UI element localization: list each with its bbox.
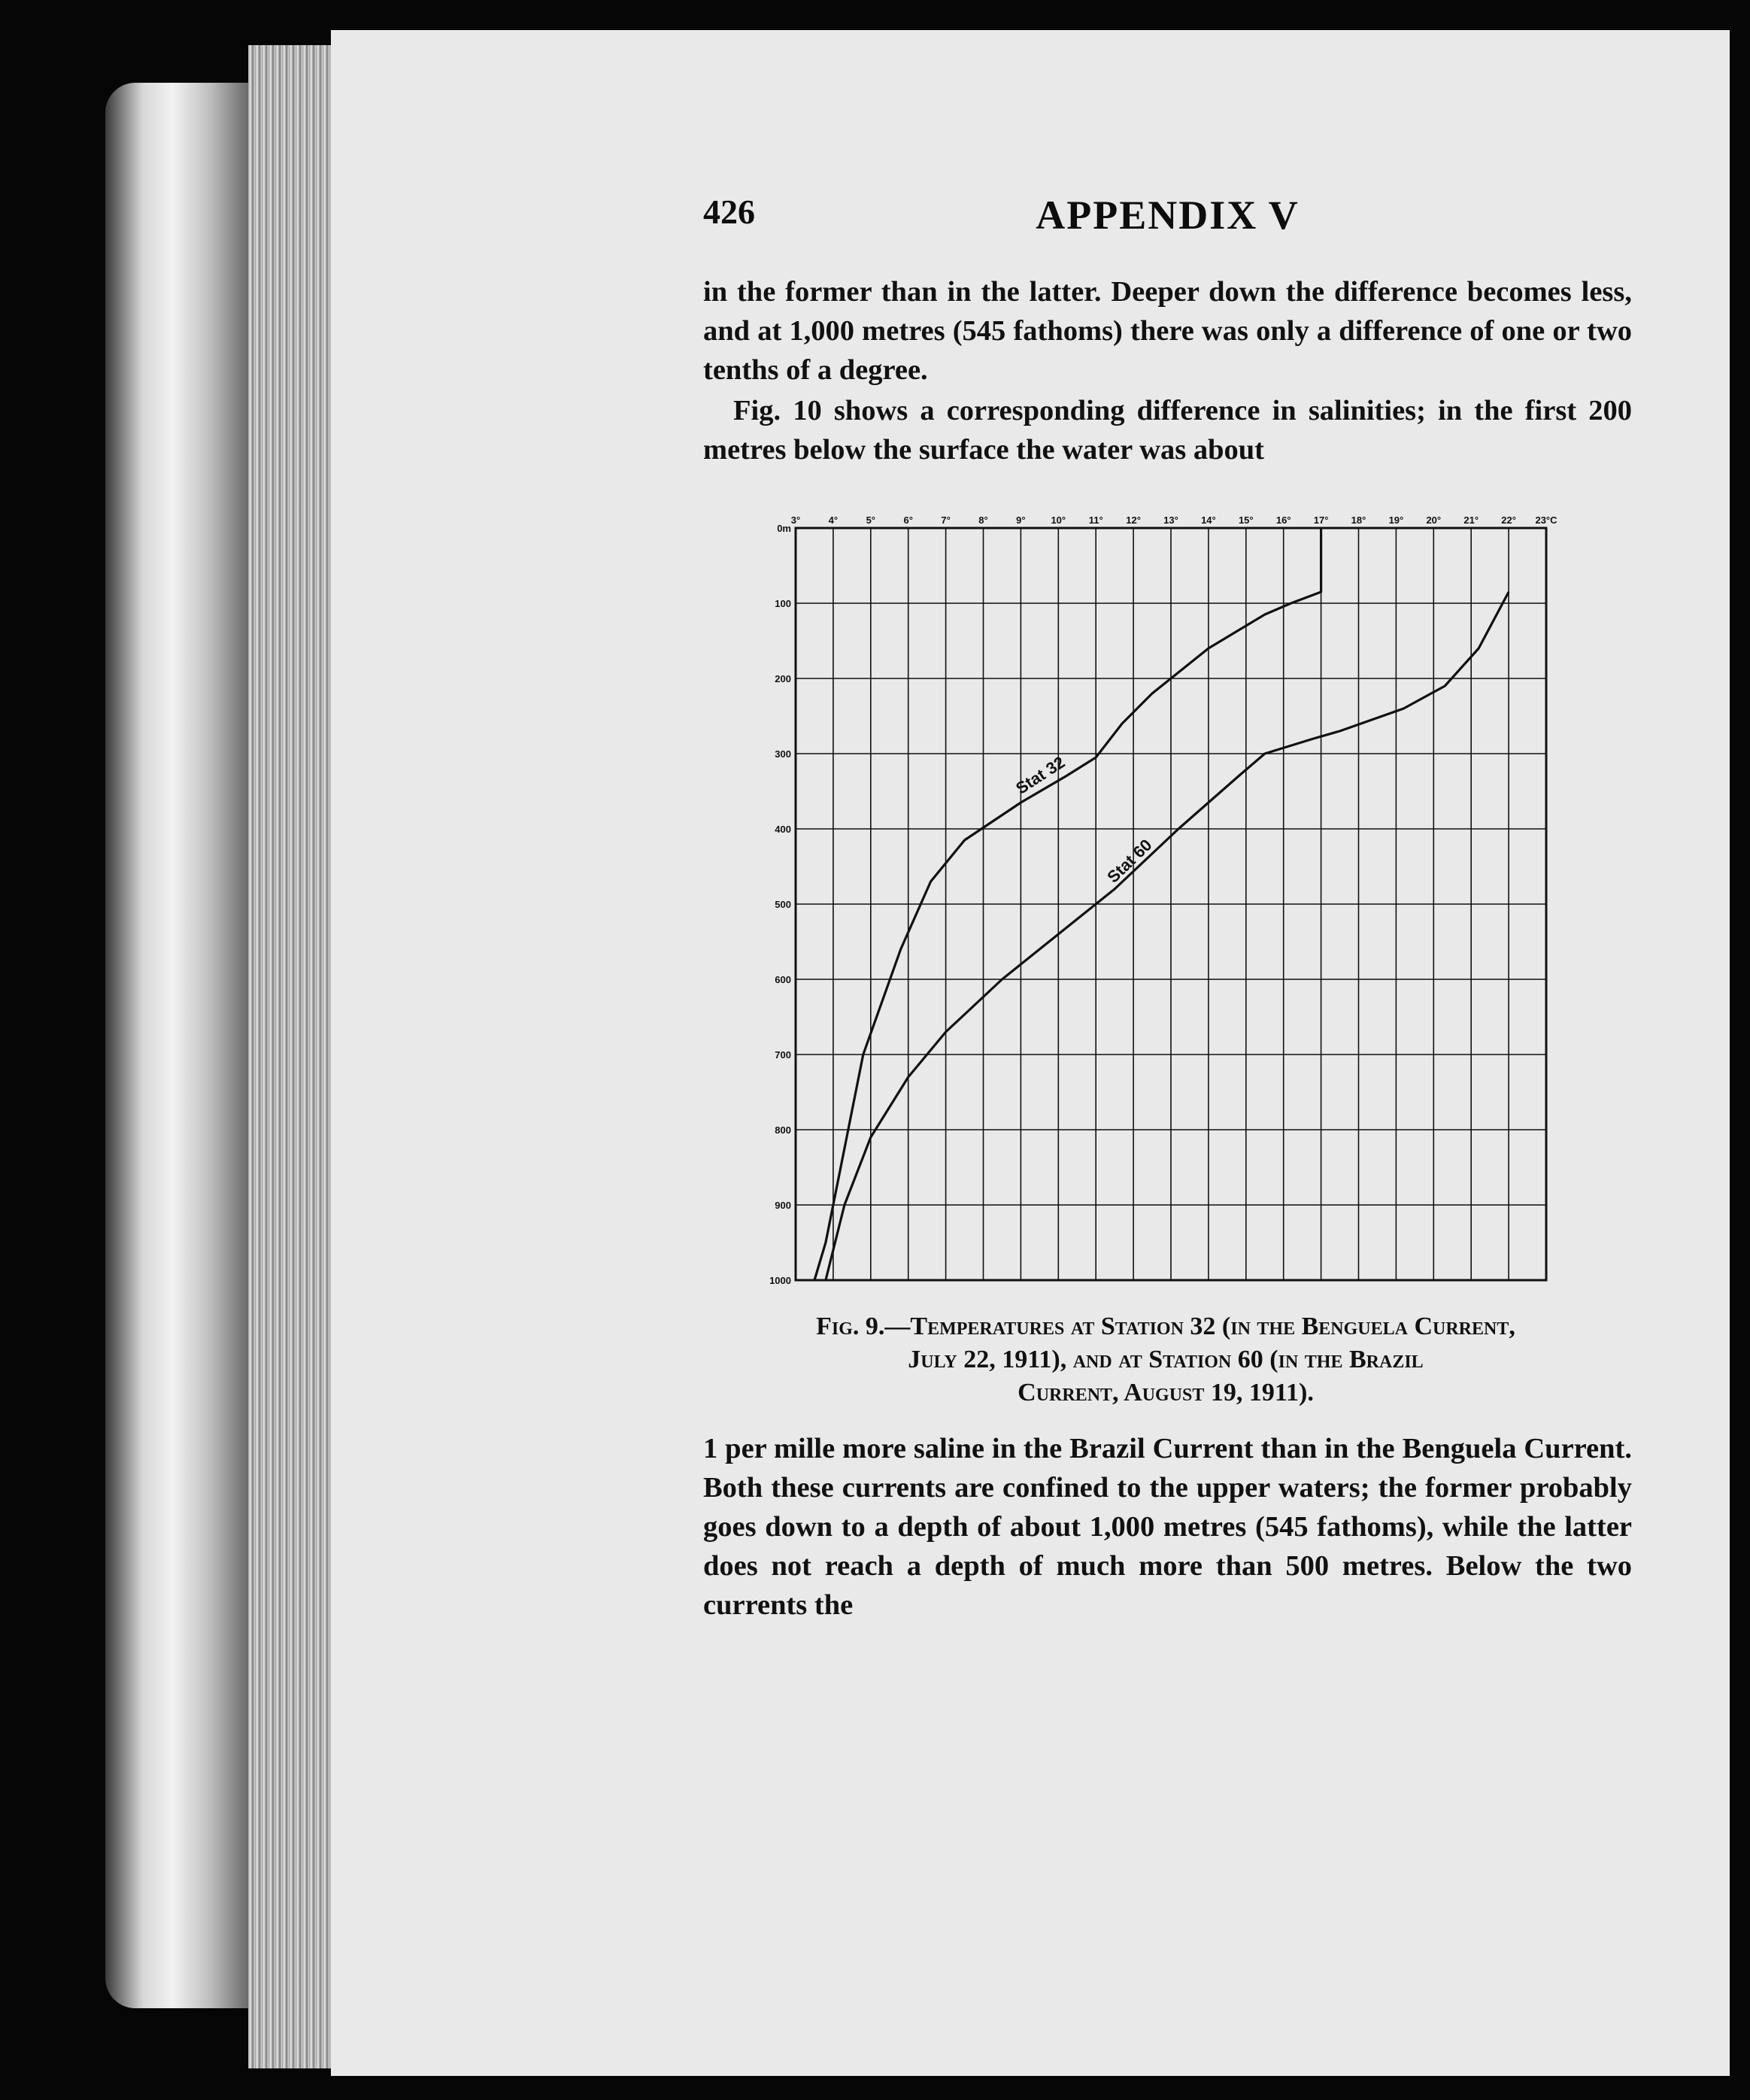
x-tick-label: 13° [1163,514,1178,526]
x-tick-label: 16° [1275,514,1291,526]
paragraph-1: in the former than in the latter. Deeper down the difference becomes less, and at 1,000 metres (545 fathoms) there was only a difference of one or two tenths of a degree. [703,276,1632,386]
x-tick-label: 23°C [1535,514,1557,526]
y-tick-label: 200 [775,673,791,684]
x-tick-label: 20° [1426,514,1442,526]
caption-line-2: July 22, 1911), and at Station 60 (in the Brazil [908,1346,1424,1373]
paragraph-3: 1 per mille more saline in the Brazil Current than in the Benguela Current. Both these currents are confined to the upper waters; the former probably goes down to a depth of about 1,000 metres (545 fathoms), while the latter does not reach a depth of much more than 500 metres. Below the two currents the [703,1433,1632,1621]
y-tick-label: 300 [775,748,791,760]
x-tick-label: 14° [1201,514,1216,526]
x-tick-label: 22° [1501,514,1516,526]
book-spine-edge [105,83,256,2008]
x-tick-label: 4° [828,514,839,526]
x-tick-label: 7° [941,514,951,526]
temperature-figure [752,511,1594,1294]
y-tick-label: 400 [775,824,791,835]
y-tick-label: 800 [775,1124,791,1136]
x-tick-label: 19° [1388,514,1404,526]
y-tick-label: 900 [775,1200,791,1211]
y-tick-label: 0m [777,523,791,534]
running-head: APPENDIX V [1036,193,1300,238]
x-tick-label: 12° [1126,514,1141,526]
page-header [703,192,1632,244]
y-tick-label: 500 [775,899,791,910]
temperature-chart [752,511,1594,1294]
x-tick-label: 18° [1351,514,1366,526]
series-label-stat-60: Stat 60 [1103,835,1156,887]
x-tick-label: 15° [1238,514,1254,526]
x-tick-label: 11° [1088,514,1103,526]
x-tick-label: 3° [790,514,801,526]
caption-line-3: Current, August 19, 1911). [1018,1379,1314,1407]
x-tick-label: 6° [903,514,913,526]
page-stack-edge [248,45,338,2068]
y-tick-label: 100 [775,598,791,609]
paragraph-2: Fig. 10 shows a corresponding difference in salinities; in the first 200 metres below the surface the water was about [703,395,1632,466]
series-line-stat-60 [826,592,1509,1280]
x-tick-label: 9° [1016,514,1026,526]
x-tick-label: 5° [866,514,876,526]
caption-line-1: Fig. 9.—Temperatures at Station 32 (in the Benguela Current, [816,1312,1515,1340]
x-tick-label: 17° [1313,514,1329,526]
page-number: 426 [703,193,755,231]
x-tick-label: 8° [978,514,988,526]
y-tick-label: 700 [775,1049,791,1061]
y-tick-label: 1000 [769,1275,791,1286]
series-label-stat-32: Stat 32 [1012,752,1069,798]
figure-caption [722,1310,1609,1410]
x-tick-label: 21° [1463,514,1479,526]
x-tick-label: 10° [1051,514,1066,526]
y-tick-label: 600 [775,974,791,985]
